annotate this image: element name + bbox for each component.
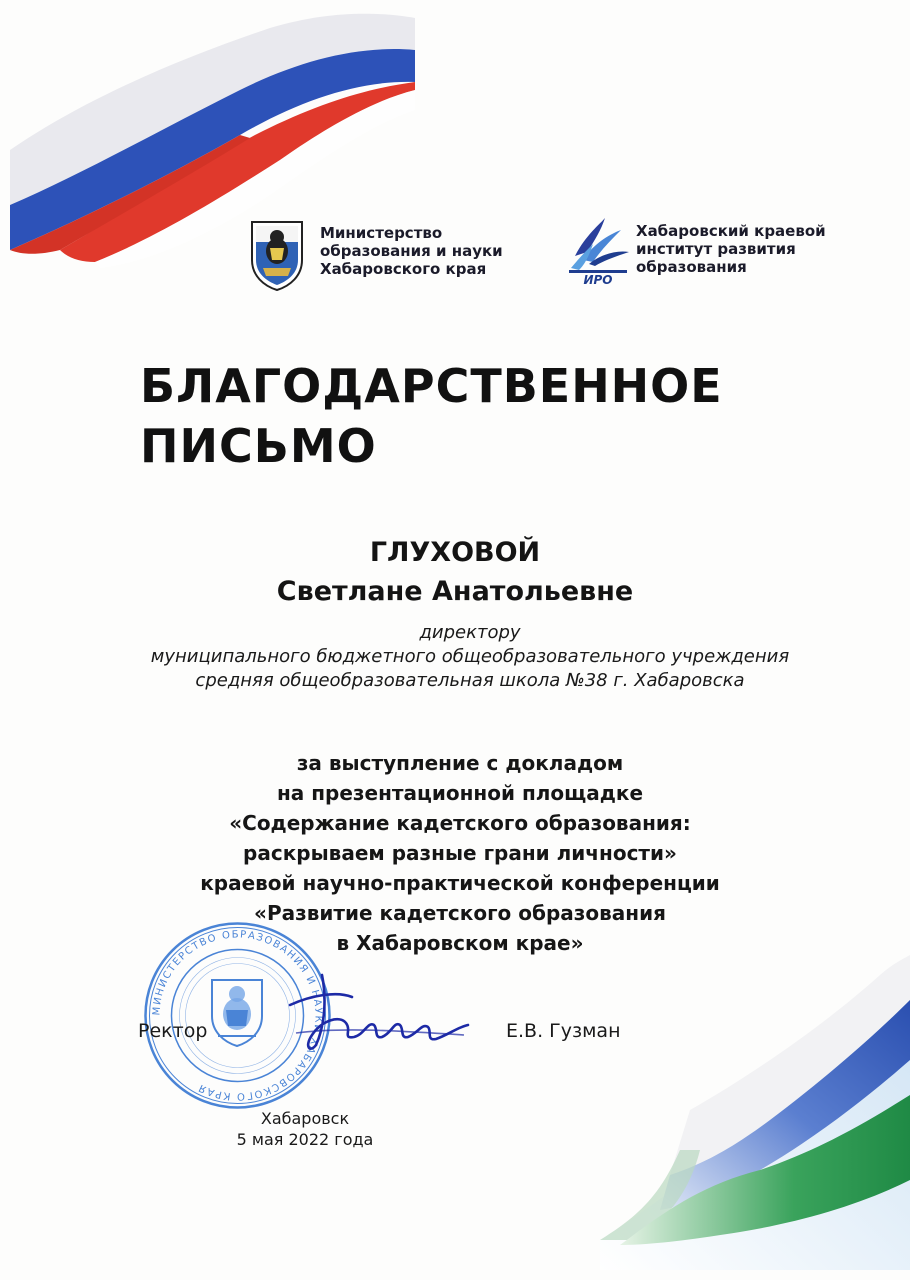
city: Хабаровск	[260, 1109, 350, 1128]
position-line: средняя общеобразовательная школа №38 г. Хабаровска	[195, 670, 745, 691]
recipient-surname: ГЛУХОВОЙ	[369, 537, 541, 568]
institute-line: образования	[636, 258, 747, 276]
reason-line: «Развитие кадетского образования	[254, 901, 666, 925]
ministry-line: образования и науки	[320, 242, 503, 260]
reason-line: на презентационной площадке	[276, 781, 644, 805]
reason-line: в Хабаровском крае»	[336, 931, 584, 955]
reason-line: краевой научно-практической конференции	[200, 871, 720, 895]
flag-ribbon-bottom	[600, 955, 910, 1270]
iro-logo-icon	[565, 216, 631, 286]
position-line: директору	[419, 622, 521, 643]
reason-line: за выступление с докладом	[296, 751, 624, 775]
stamp-emblem	[212, 980, 262, 1046]
title-line: ПИСЬМО	[140, 419, 377, 473]
signer-name: Е.В. Гузман	[506, 1020, 621, 1042]
date: 5 мая 2022 года	[236, 1130, 374, 1149]
title-line: БЛАГОДАРСТВЕННОЕ	[140, 359, 723, 413]
institute-line: институт развития	[636, 240, 796, 258]
place-and-date	[140, 1108, 470, 1150]
reason-line: «Содержание кадетского образования:	[229, 811, 691, 835]
recipient-given-names: Светлане Анатольевне	[276, 576, 634, 607]
khabarovsk-coat-of-arms-icon	[248, 218, 306, 292]
recipient-position	[60, 621, 880, 693]
ministry-line: Министерство	[320, 224, 443, 242]
signature	[282, 965, 472, 1060]
iro-logo-text: ИРО	[583, 273, 613, 286]
institute-name	[636, 222, 856, 276]
document-title	[140, 356, 840, 476]
signer-role: Ректор	[138, 1020, 208, 1042]
ministry-name	[320, 224, 540, 278]
reason-line: раскрываем разные грани личности»	[243, 841, 677, 865]
stamp-ring-text: МИНИСТЕРСТВО ОБРАЗОВАНИЯ И НАУКИ ХАБАРОВСКОГО КРАЯ	[151, 929, 324, 1102]
institute-line: Хабаровский краевой	[636, 222, 826, 240]
position-line: муниципального бюджетного общеобразовательного учреждения	[150, 646, 790, 667]
ministry-line: Хабаровского края	[320, 260, 487, 278]
